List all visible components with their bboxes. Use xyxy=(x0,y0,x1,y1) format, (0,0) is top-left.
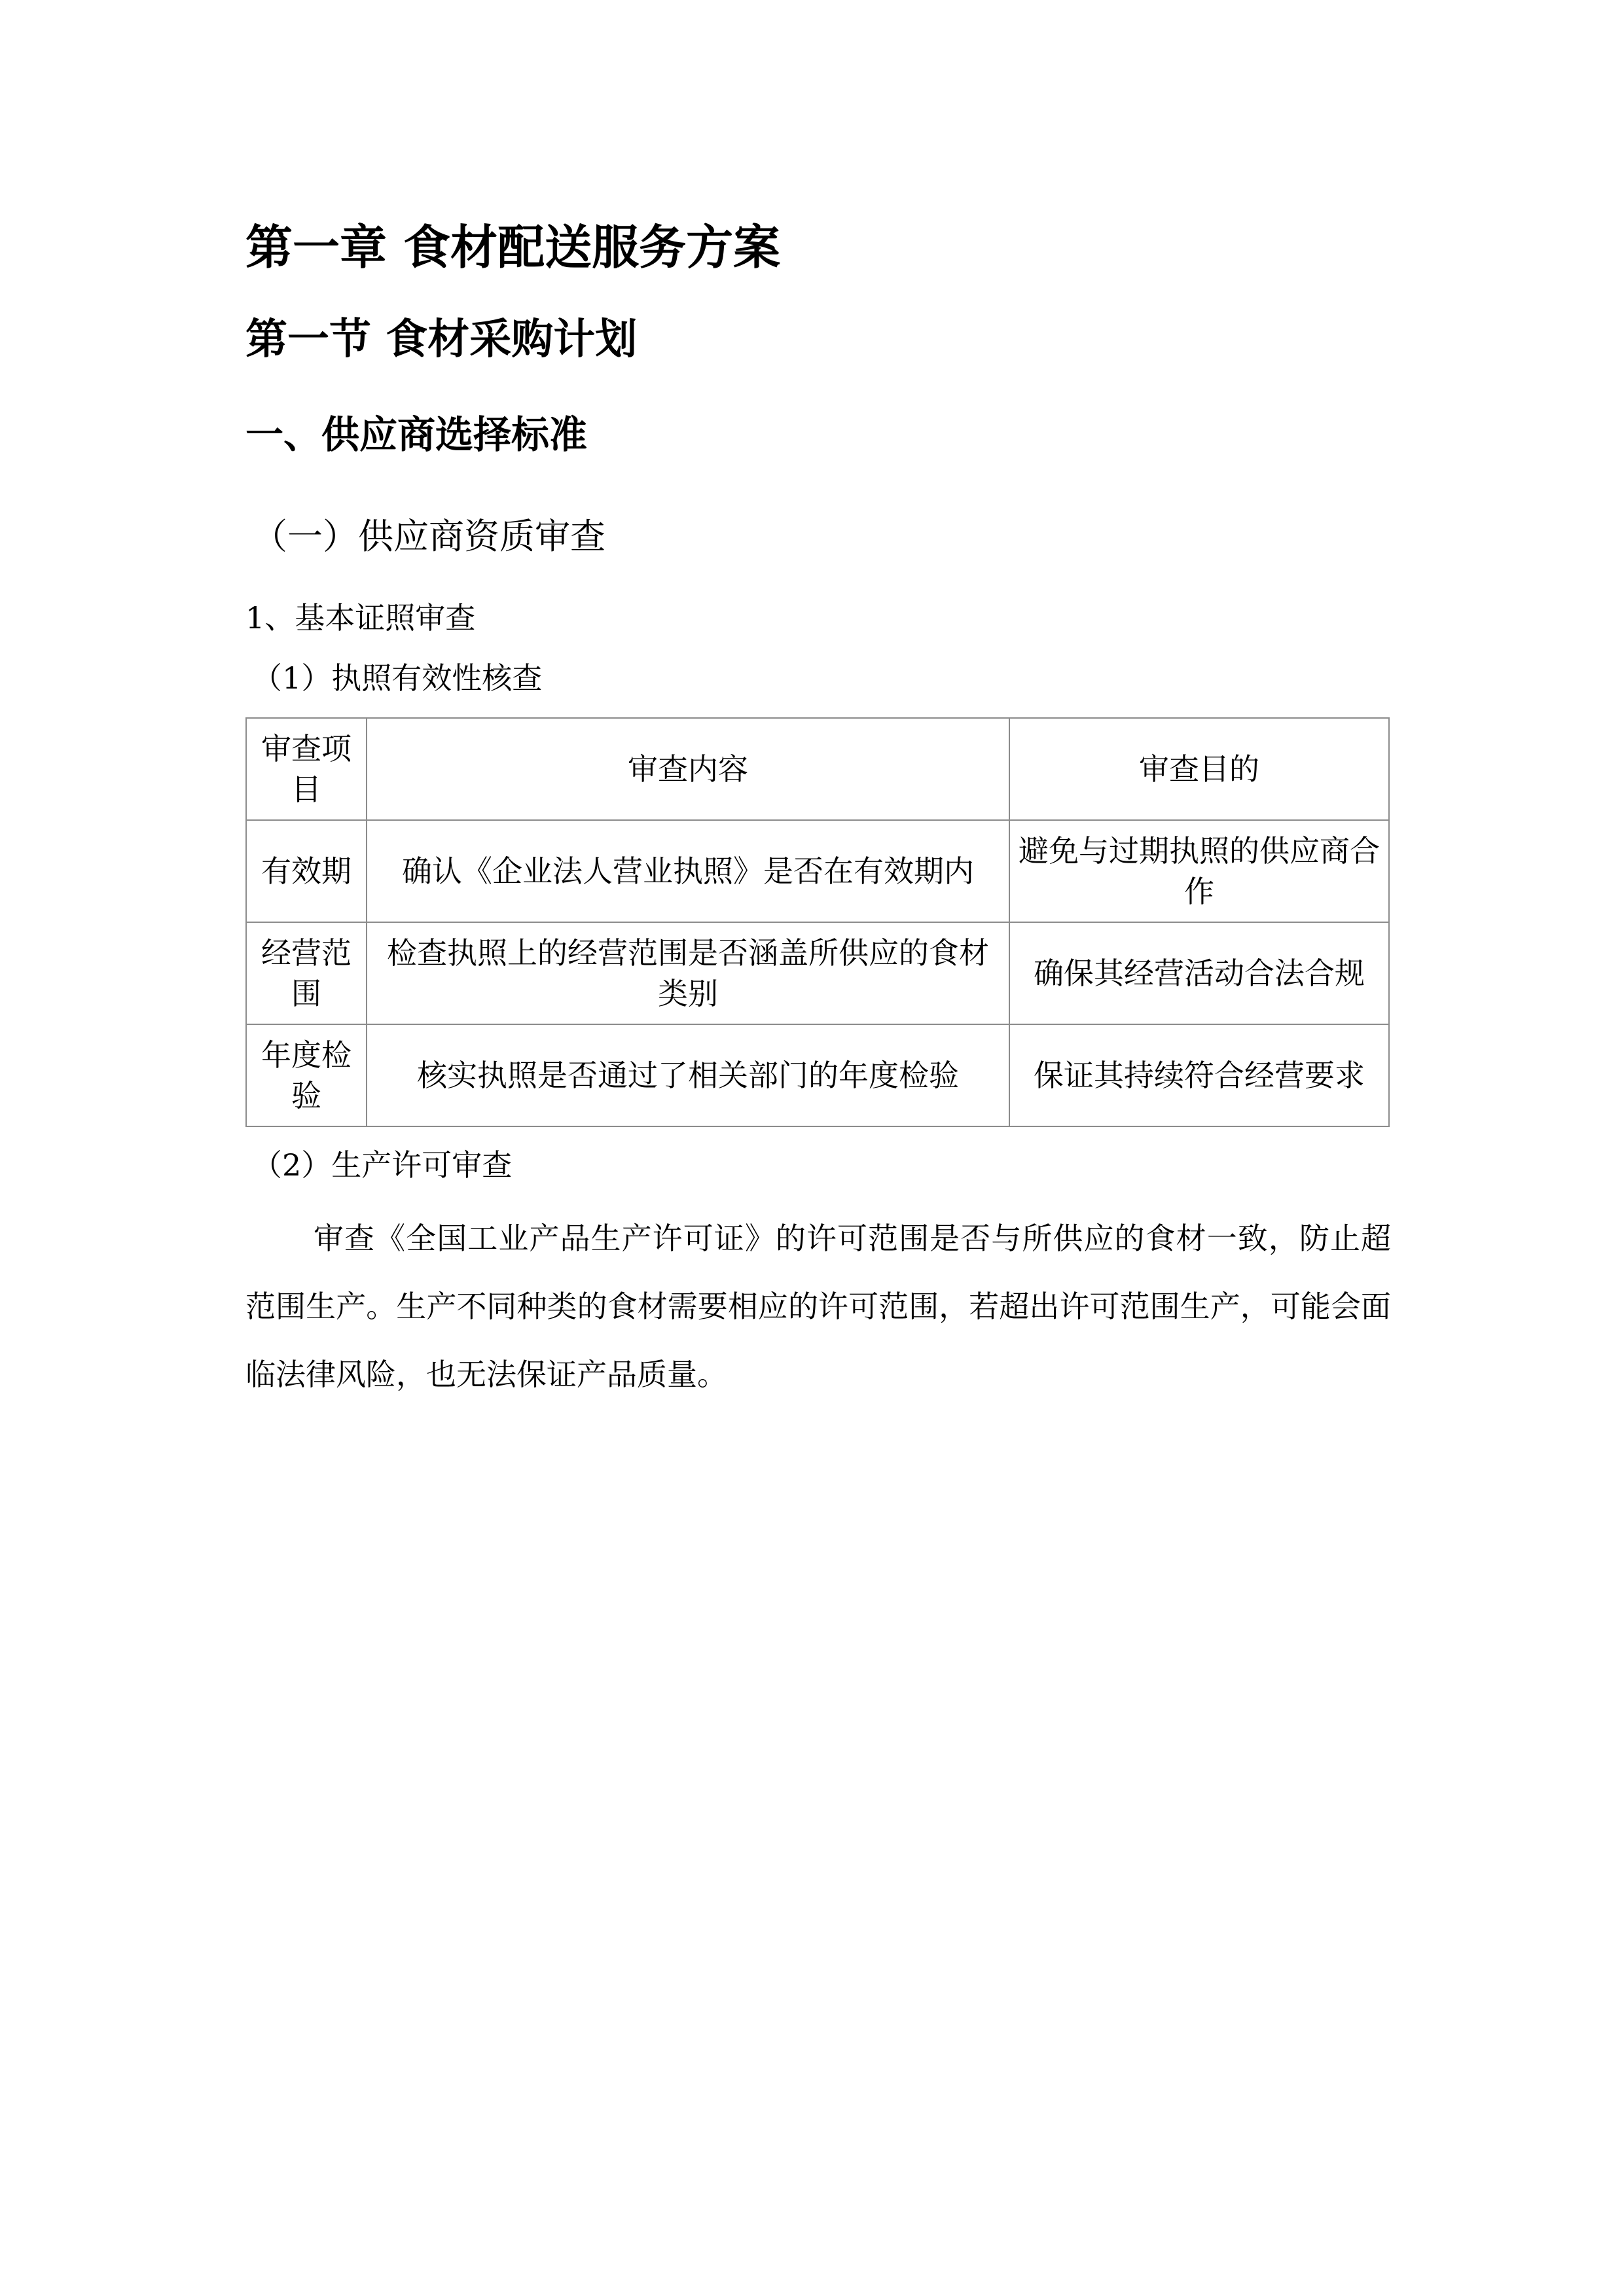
table-cell: 保证其持续符合经营要求 xyxy=(1009,1024,1389,1126)
subsubsection-title: （一）供应商资质审查 xyxy=(252,516,605,557)
table-cell: 年度检验 xyxy=(246,1024,367,1126)
table-row xyxy=(246,820,1389,922)
item-heading-production-license: （2）生产许可审查 xyxy=(252,1147,513,1183)
table-row xyxy=(246,922,1389,1024)
section-title: 第一节 食材采购计划 xyxy=(245,315,638,364)
table-cell: 核实执照是否通过了相关部门的年度检验 xyxy=(367,1024,1009,1126)
item-heading-license-validity: （1）执照有效性核查 xyxy=(252,660,543,696)
table-header-cell: 审查项目 xyxy=(246,718,367,820)
table-header-cell: 审查内容 xyxy=(367,718,1009,820)
table-cell: 检查执照上的经营范围是否涵盖所供应的食材类别 xyxy=(367,922,1009,1024)
table-cell: 确认《企业法人营业执照》是否在有效期内 xyxy=(367,820,1009,922)
audit-table xyxy=(245,717,1390,1127)
table-cell: 确保其经营活动合法合规 xyxy=(1009,922,1389,1024)
chapter-title: 第一章 食材配送服务方案 xyxy=(245,220,781,275)
table-row xyxy=(246,1024,1389,1126)
subsection-title: 一、供应商选择标准 xyxy=(245,412,588,457)
body-paragraph: 审查《全国工业产品生产许可证》的许可范围是否与所供应的食材一致，防止超范围生产。生产不同种类的食材需要相应的许可范围，若超出许可范围生产，可能会面临法律风险，也无法保证产品质量。 xyxy=(245,1221,1391,1392)
table-header-cell: 审查目的 xyxy=(1009,718,1389,820)
table-header-row xyxy=(246,718,1389,820)
table-cell: 避免与过期执照的供应商合作 xyxy=(1009,820,1389,922)
table-cell: 经营范围 xyxy=(246,922,367,1024)
item-heading-basic-license: 1、基本证照审查 xyxy=(245,600,476,636)
table-cell: 有效期 xyxy=(246,820,367,922)
